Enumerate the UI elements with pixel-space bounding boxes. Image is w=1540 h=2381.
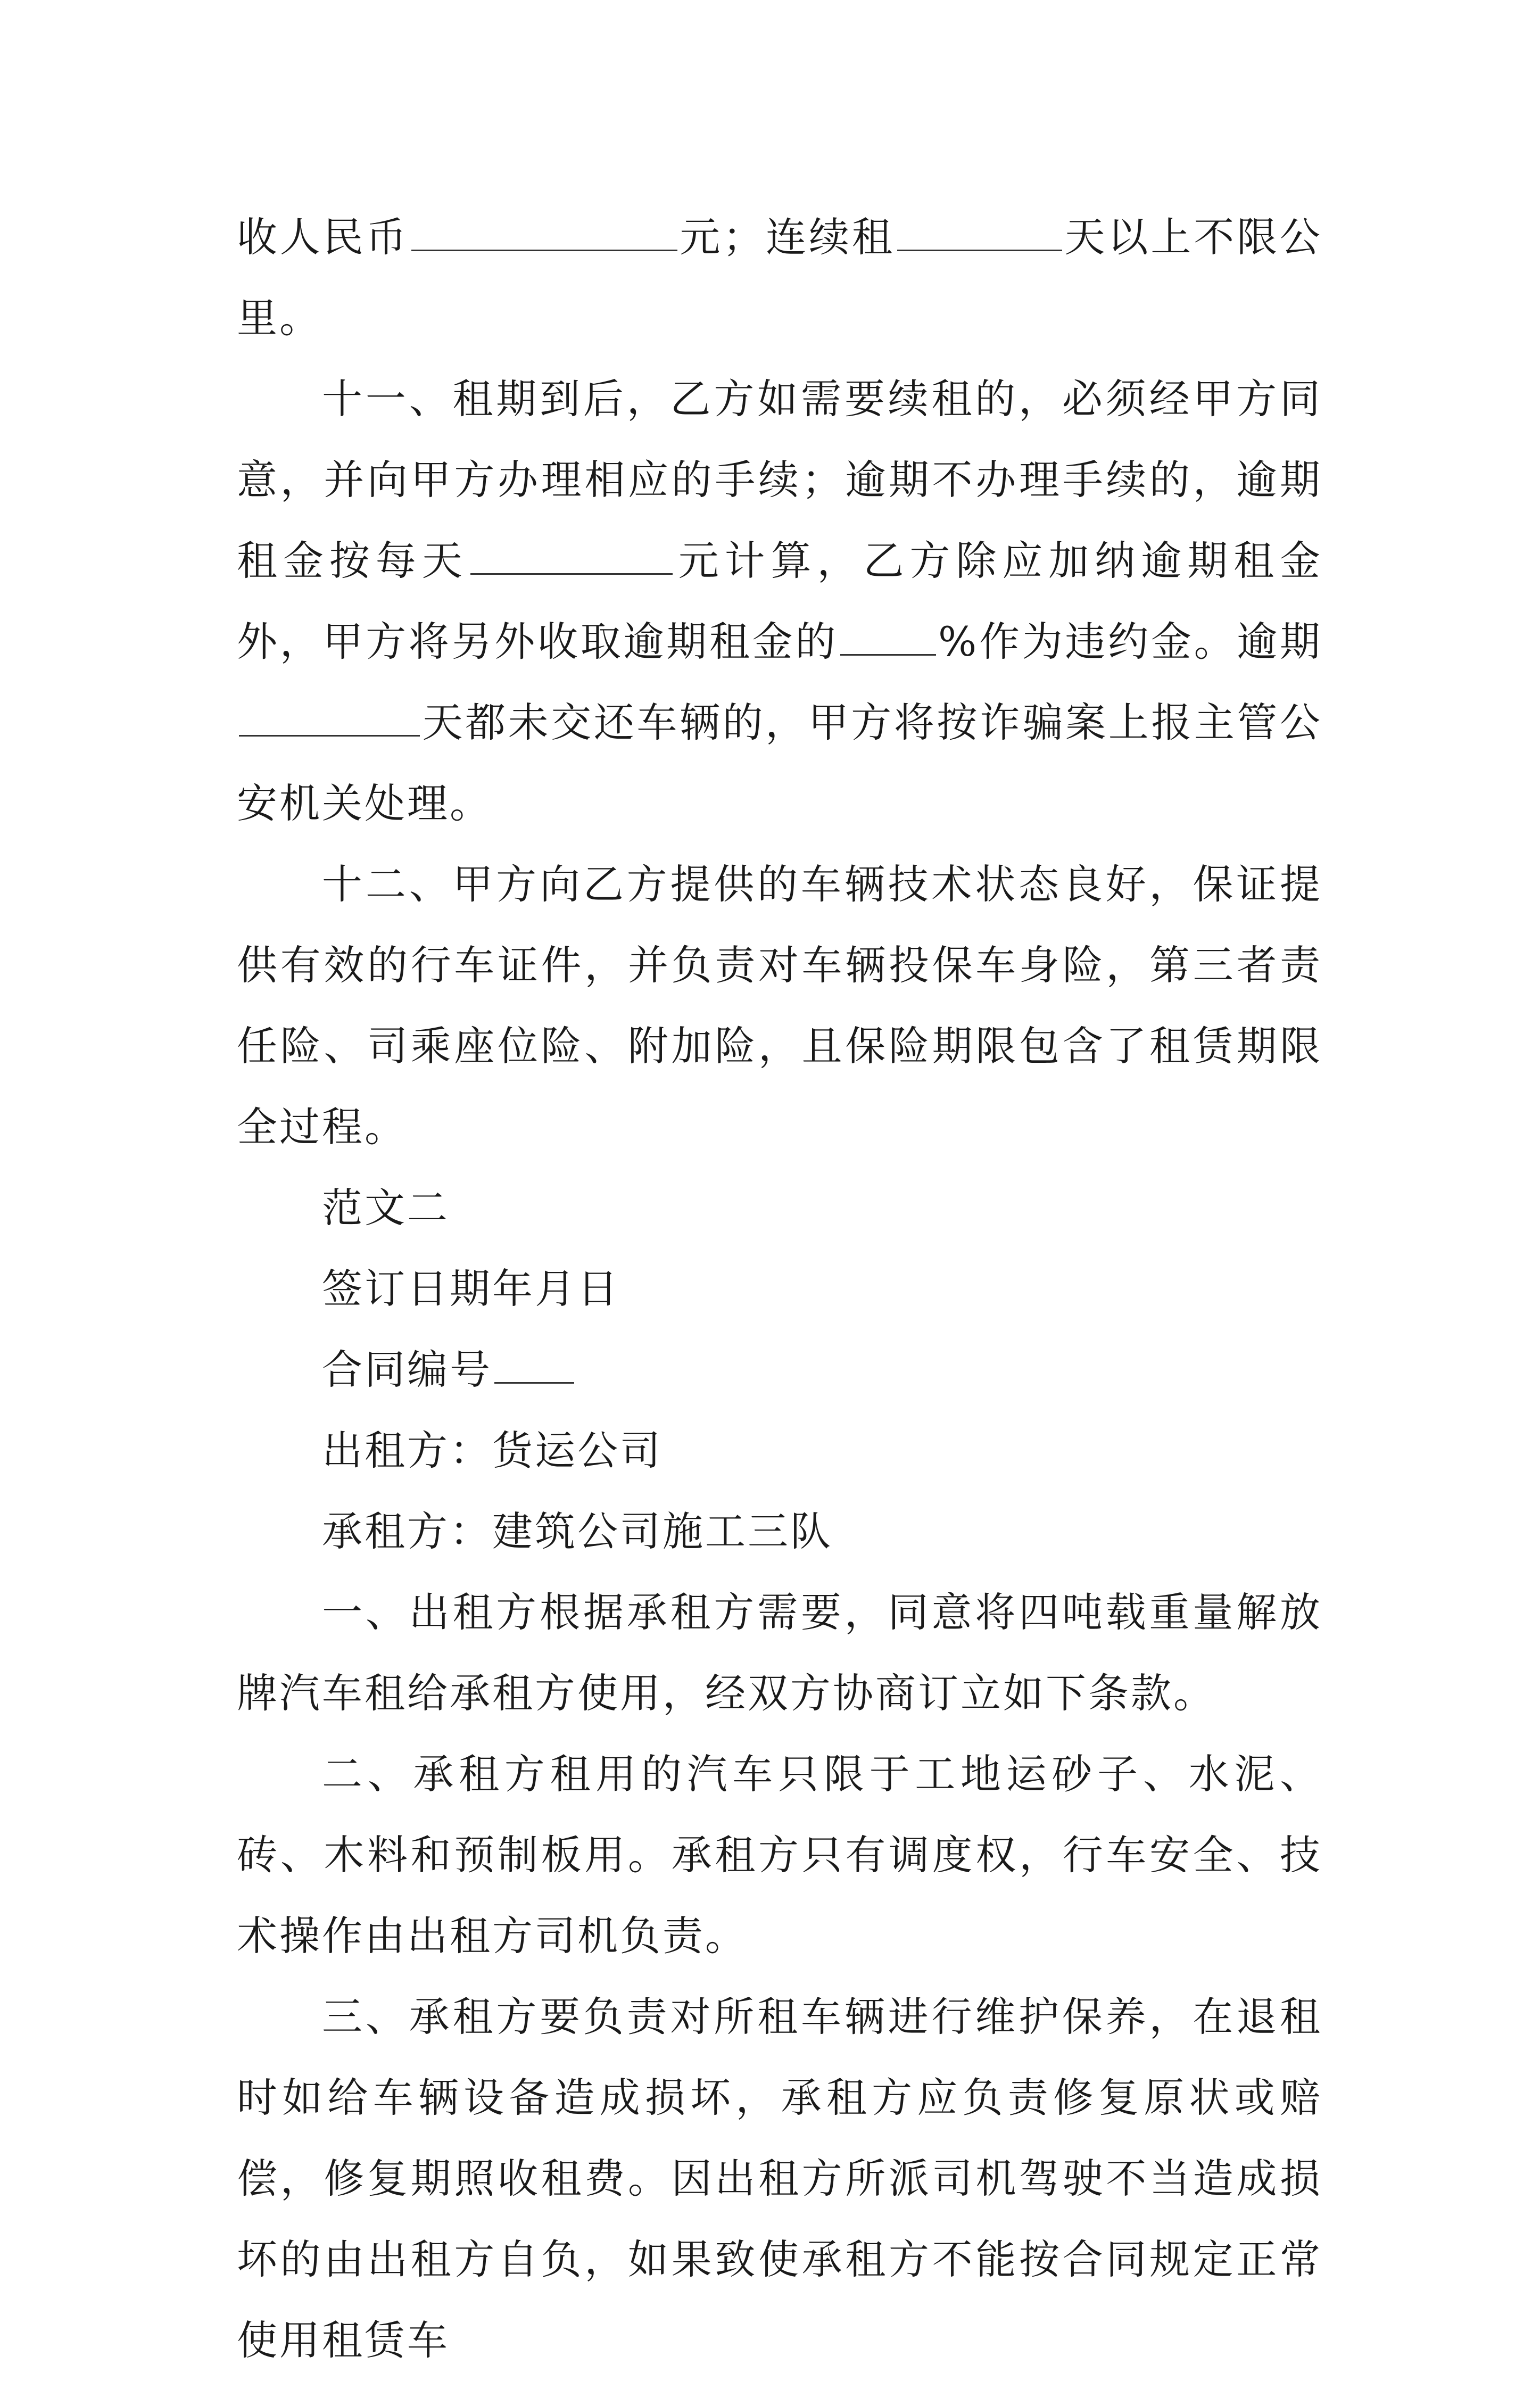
paragraph-clause-12: 十二、甲方向乙方提供的车辆技术状态良好，保证提供有效的行车证件，并负责对车辆投保车身险，第三者责任险、司乘座位险、附加险，且保险期限包含了租赁期限全过程。 <box>237 861 1322 1151</box>
text-segment: 元；连续租 <box>679 213 895 261</box>
fill-blank-overdue-days <box>239 698 420 737</box>
fill-blank-amount <box>411 212 677 251</box>
lessee-line: 承租方：建筑公司施工三队 <box>322 1508 833 1555</box>
paragraph-clause-2: 二、承租方租用的汽车只限于工地运砂子、水泥、砖、木料和预制板用。承租方只有调度权，行车安全、技术操作由出租方司机负责。 <box>237 1750 1322 1960</box>
paragraph-clause-1: 一、出租方根据承租方需要，同意将四吨载重量解放牌汽车租给承租方使用，经双方协商订立如下条款。 <box>237 1589 1322 1717</box>
text-segment: 元计算，乙方除应加纳逾期租金外，甲方将另外收取逾期租金的 <box>237 537 1323 665</box>
text-segment: %作为违约金。逾期 <box>938 618 1323 665</box>
lessor-line: 出租方：货运公司 <box>322 1427 663 1474</box>
fill-blank-days <box>897 212 1062 251</box>
section-title-sample-2: 范文二 <box>322 1184 450 1231</box>
text-segment: 天都未交还车辆的，甲方将按诈骗案上报主管公安机关处理。 <box>237 699 1322 827</box>
fill-blank-contract-number <box>494 1345 574 1384</box>
contract-number-label: 合同编号 <box>322 1346 492 1393</box>
text-segment: 十一、租期到后，乙方如需要续租的，必须经甲方同意，并向甲方办理相应的手续；逾期不办理手续的，逾期租金按每天 <box>237 375 1322 584</box>
document-body <box>237 197 1322 2381</box>
sign-date-line: 签订日期年月日 <box>322 1265 620 1312</box>
contract-number-line <box>237 1329 1322 1410</box>
fill-blank-daily-rate <box>470 536 673 575</box>
text-segment: 天以上不限公里。 <box>237 213 1322 342</box>
fill-blank-percent <box>840 617 936 656</box>
text-segment: 收人民币 <box>237 213 409 261</box>
paragraph-clause-11 <box>237 359 1322 844</box>
paragraph-rent-limit <box>237 197 1322 359</box>
paragraph-clause-3: 三、承租方要负责对所租车辆进行维护保养，在退租时如给车辆设备造成损坏，承租方应负责修复原状或赔偿，修复期照收租费。因出租方所派司机驾驶不当造成损坏的由出租方自负，如果致使承租方不能按合同规定正常使用租赁车 <box>237 1993 1322 2364</box>
